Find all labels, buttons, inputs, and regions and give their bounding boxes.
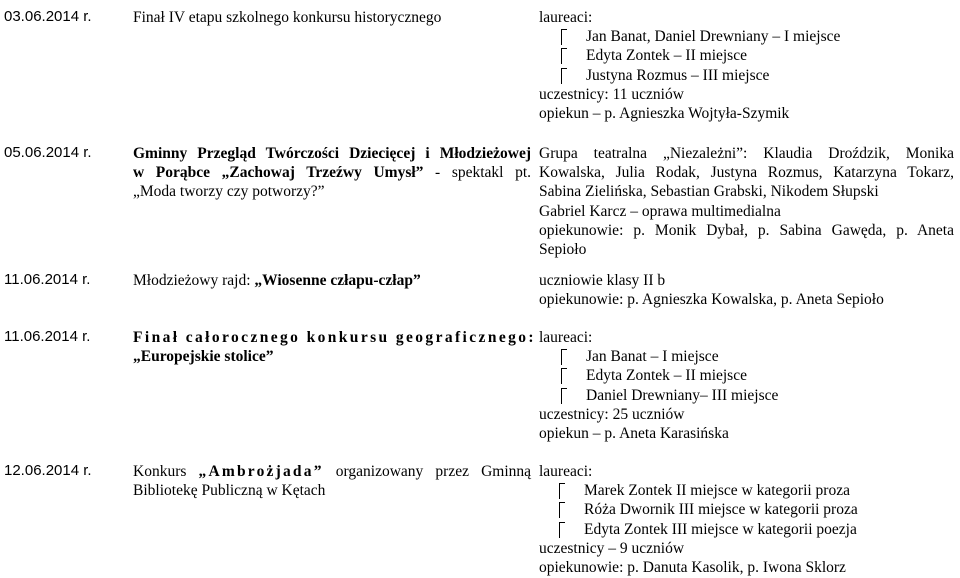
bracket-mark: [561, 68, 567, 84]
event-title: [133, 328, 536, 366]
event-title-line: Gminny Przegląd Twórczości Dziecięcej i Młodzieżowej: [133, 145, 531, 162]
class-info: uczniowie klasy II b: [539, 272, 666, 289]
bracket-mark: [561, 48, 567, 64]
winner-item: Edyta Zontek III miejsce w kategorii poezja: [539, 520, 954, 539]
supervisors: opiekunowie: p. Agnieszka Kowalska, p. Aneta Sepioło: [539, 291, 884, 309]
event-results: [539, 8, 954, 123]
winner-item: Edyta Zontek – II miejsce: [539, 366, 954, 385]
supervisors: opiekunowie: p. Monik Dybał, p. Sabina Gawęda, p. Aneta Sepioło: [539, 221, 954, 259]
event-title: Finał IV etapu szkolnego konkursu historycznego: [133, 9, 442, 26]
bracket-mark: [559, 502, 565, 518]
bracket-mark: [561, 349, 567, 365]
winner-item: Justyna Rozmus – III miejsce: [539, 66, 954, 85]
multimedia-credit: Gabriel Karcz – oprawa multimedialna: [539, 202, 781, 220]
event-date: 11.06.2014 r.: [4, 271, 91, 288]
winner-item: Daniel Drewniany– III miejsce: [539, 386, 954, 405]
event-date: 11.06.2014 r.: [4, 328, 91, 345]
event-title-line: Bibliotekę Publiczną w Kętach: [133, 482, 326, 499]
event-results: [539, 144, 954, 259]
laureates-label: laureaci:: [539, 463, 593, 480]
event-title-line: „Europejskie stolice”: [133, 348, 274, 365]
winner-item: Róża Dwornik III miejsce w kategorii proza: [539, 500, 954, 519]
event-date: 03.06.2014 r.: [4, 8, 92, 25]
laureates-label: laureaci:: [539, 9, 593, 26]
event-date: 05.06.2014 r.: [4, 144, 92, 161]
participants-count: uczestnicy: 25 uczniów: [539, 405, 685, 423]
event-date: 12.06.2014 r.: [4, 462, 92, 479]
event-title-line: w Porąbce „Zachowaj Trzeźwy Umysł” - spektakl pt.: [133, 164, 532, 181]
event-title-line: Finał całorocznego konkursu geograficznego:: [133, 329, 536, 346]
bracket-mark: [561, 368, 567, 384]
bracket-mark: [559, 483, 565, 499]
winner-item: Jan Banat, Daniel Drewniany – I miejsce: [539, 27, 954, 46]
winner-item: Edyta Zontek – II miejsce: [539, 46, 954, 65]
bracket-mark: [559, 522, 565, 538]
bracket-mark: [561, 388, 567, 404]
event-title: [133, 462, 531, 500]
event-results: [539, 271, 954, 309]
event-results: [539, 462, 954, 577]
supervisor: opiekun – p. Agnieszka Wojtyła-Szymik: [539, 105, 790, 123]
supervisors: opiekunowie: p. Danuta Kasolik, p. Iwona Sklorz: [539, 559, 846, 577]
winner-item: Marek Zontek II miejsce w kategorii proza: [539, 481, 954, 500]
participants-count: uczestnicy – 9 uczniów: [539, 539, 685, 557]
event-results: [539, 328, 954, 443]
bracket-mark: [561, 29, 567, 45]
laureates-label: laureaci:: [539, 329, 593, 346]
participants-count: uczestnicy: 11 uczniów: [539, 85, 684, 103]
event-title-line: Konkurs „Ambrożjada” organizowany przez Gminną: [133, 463, 532, 480]
event-title-line: „Moda tworzy czy potworzy?”: [133, 183, 325, 200]
group-members: Grupa teatralna „Niezależni”: Klaudia Droździk, Monika Kowalska, Julia Rodak, Justyna Rozmus, Katarzyna Tokarz, Sabina Zielińska, Sebastian Grabski, Nikodem Słupski: [539, 145, 954, 201]
supervisor: opiekun – p. Aneta Karasińska: [539, 425, 729, 443]
winner-item: Jan Banat – I miejsce: [539, 347, 954, 366]
event-title: [133, 144, 531, 201]
event-title: Młodzieżowy rajd: „Wiosenne człapu-człap”: [133, 272, 421, 289]
